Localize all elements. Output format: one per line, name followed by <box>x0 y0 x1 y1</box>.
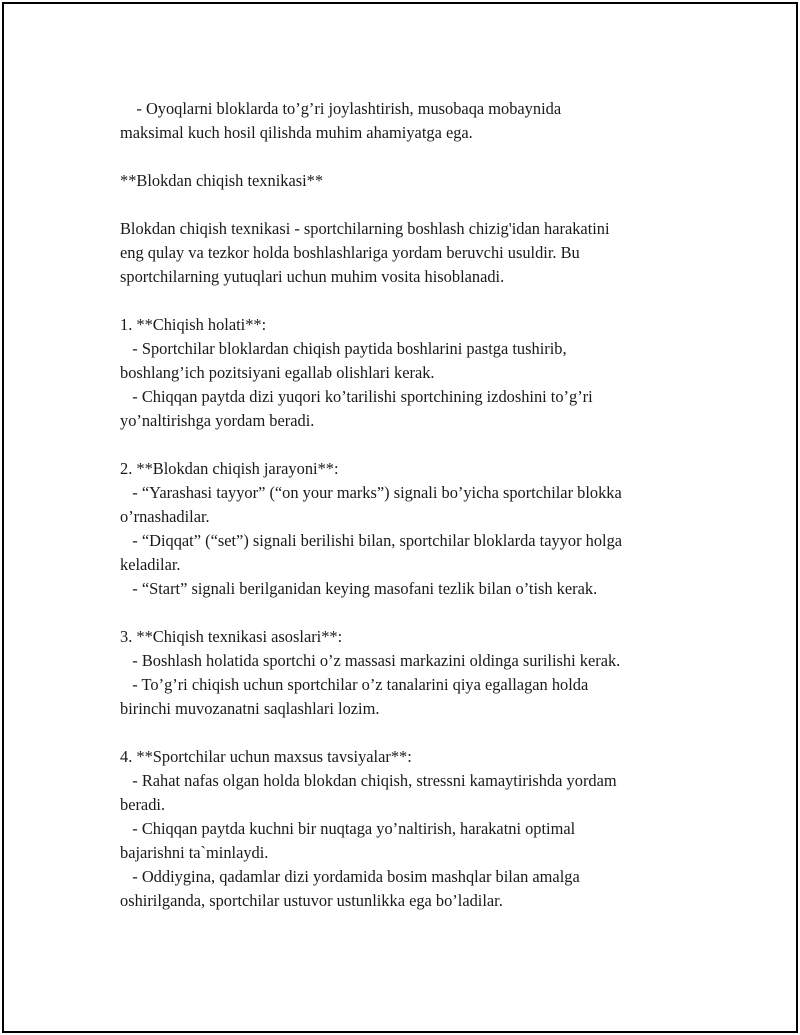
section-title: 4. **Sportchilar uchun maxsus tavsiyalar**: <box>120 747 412 766</box>
text-line: - “Diqqat” (“set”) signali berilishi bilan, sportchilar bloklarda tayyor holga <box>120 531 623 550</box>
text-line: oshirilganda, sportchilar ustuvor ustunlikka ega bo’ladilar. <box>120 891 503 910</box>
definition-paragraph <box>120 217 720 289</box>
document-page <box>2 2 798 1033</box>
text-line: - Sportchilar bloklardan chiqish paytida boshlarini pastga tushirib, <box>120 339 567 358</box>
section-heading: **Blokdan chiqish texnikasi** <box>120 171 324 190</box>
text-line: - Boshlash holatida sportchi o’z massasi markazini oldinga surilishi kerak. <box>120 651 621 670</box>
section-2 <box>120 457 720 601</box>
text-line: Blokdan chiqish texnikasi - sportchilarning boshlash chizig'idan harakatini <box>120 219 610 238</box>
document-body <box>120 97 720 913</box>
text-line: birinchi muvozanatni saqlashlari lozim. <box>120 699 380 718</box>
text-line: sportchilarning yutuqlari uchun muhim vosita hisoblanadi. <box>120 267 505 286</box>
text-line: maksimal kuch hosil qilishda muhim ahamiyatga ega. <box>120 123 473 142</box>
section-4 <box>120 745 720 913</box>
section-title: 1. **Chiqish holati**: <box>120 315 267 334</box>
text-line: bajarishni ta`minlaydi. <box>120 843 269 862</box>
text-line: boshlang’ich pozitsiyani egallab olishlari kerak. <box>120 363 435 382</box>
text-line: - Chiqqan paytda kuchni bir nuqtaga yo’naltirish, harakatni optimal <box>120 819 576 838</box>
text-line: - Oddiygina, qadamlar dizi yordamida bosim mashqlar bilan amalga <box>120 867 580 886</box>
text-line: o’rnashadilar. <box>120 507 210 526</box>
text-line: keladilar. <box>120 555 181 574</box>
text-line: - “Start” signali berilganidan keying masofani tezlik bilan o’tish kerak. <box>120 579 598 598</box>
section-3 <box>120 625 720 721</box>
text-line: yo’naltirishga yordam beradi. <box>120 411 315 430</box>
text-line: - To’g’ri chiqish uchun sportchilar o’z tanalarini qiya egallagan holda <box>120 675 589 694</box>
text-line: - Rahat nafas olgan holda blokdan chiqish, stressni kamaytirishda yordam <box>120 771 617 790</box>
text-line: - “Yarashasi tayyor” (“on your marks”) signali bo’yicha sportchilar blokka <box>120 483 622 502</box>
text-line: - Oyoqlarni bloklarda to’g’ri joylashtirish, musobaqa mobaynida <box>120 99 562 118</box>
text-line: eng qulay va tezkor holda boshlashlariga yordam beruvchi usuldir. Bu <box>120 243 580 262</box>
section-title: 2. **Blokdan chiqish jarayoni**: <box>120 459 339 478</box>
text-line: - Chiqqan paytda dizi yuqori ko’tarilishi sportchining izdoshini to’g’ri <box>120 387 593 406</box>
intro-paragraph <box>120 97 720 145</box>
section-title: 3. **Chiqish texnikasi asoslari**: <box>120 627 343 646</box>
text-line: beradi. <box>120 795 166 814</box>
section-1 <box>120 313 720 433</box>
